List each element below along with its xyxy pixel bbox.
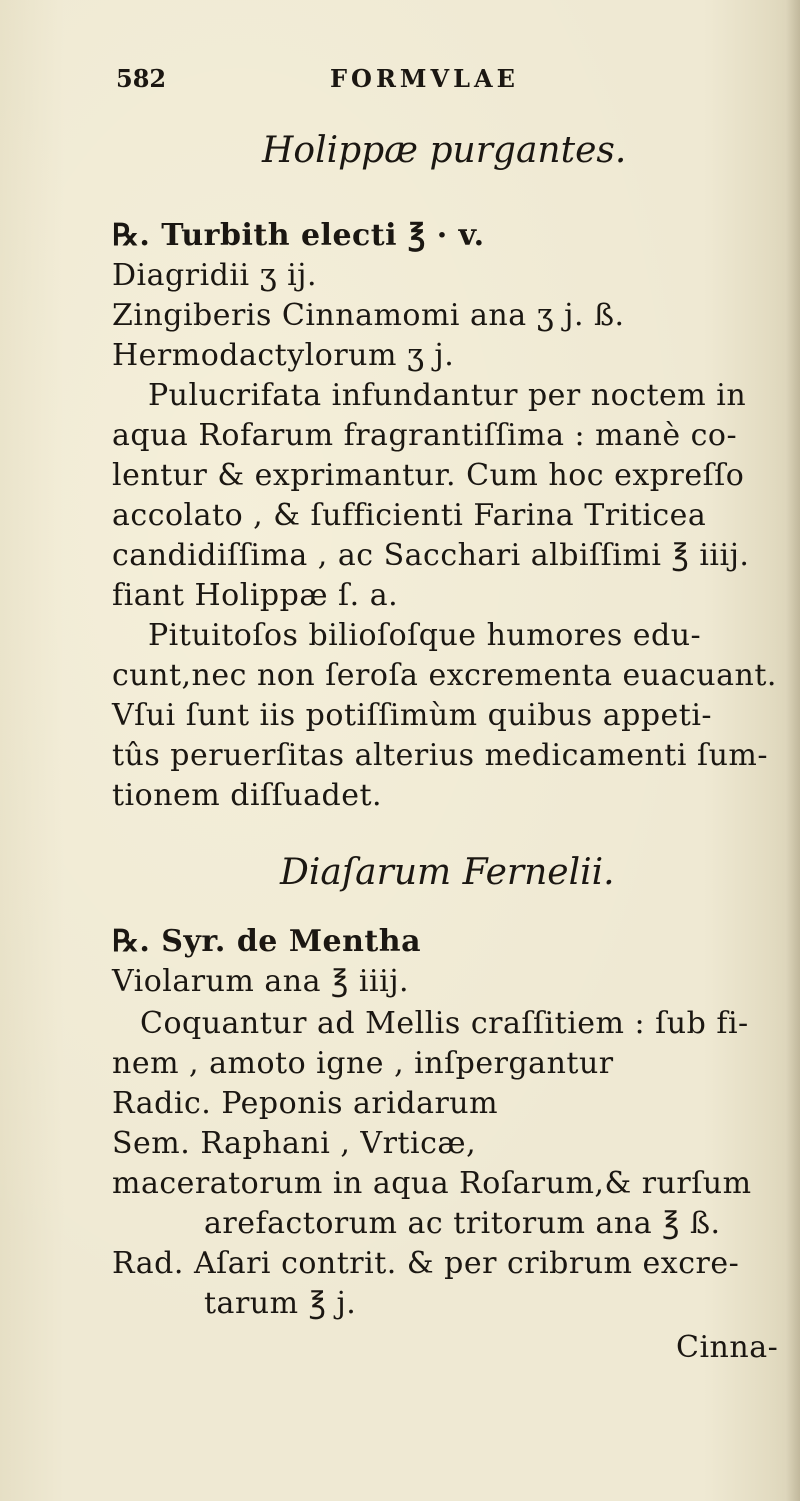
recipe-line: ℞. Syr. de Mentha <box>112 924 422 959</box>
text-line: candidiſſima , ac Sacchari albiſſimi ℥ iiij. <box>112 538 750 573</box>
section-title-holippae: Holippæ purgantes. <box>262 130 627 171</box>
text-line: accolato , & ſufficienti Farina Triticea <box>112 498 707 533</box>
recipe-line: Hermodactylorum ʒ j. <box>112 338 455 373</box>
recipe-line: Diagridii ʒ ij. <box>112 258 318 293</box>
page-edge-shadow <box>786 0 800 1501</box>
text-line: Rad. Aſari contrit. & per cribrum excre- <box>112 1246 740 1281</box>
text-line: cunt,nec non ſeroſa excrementa euacuant. <box>112 658 777 693</box>
text-line: Pituitoſos bilioſoſque humores edu- <box>148 618 702 653</box>
text-line: maceratorum in aqua Roſarum,& rurſum <box>112 1166 752 1201</box>
text-line: Vſui ſunt iis potiſſimùm quibus appeti- <box>112 698 713 733</box>
text-line: lentur & exprimantur. Cum hoc expreſſo <box>112 458 745 493</box>
text-line: nem , amoto igne , inſpergantur <box>112 1046 614 1081</box>
text-line: tionem diſſuadet. <box>112 778 383 813</box>
text-line: arefactorum ac tritorum ana ℥ ß. <box>204 1206 721 1241</box>
recipe-line: Violarum ana ℥ iiij. <box>112 964 410 999</box>
recipe-line: Zingiberis Cinnamomi ana ʒ j. ß. <box>112 298 625 333</box>
catchword: Cinna- <box>676 1330 779 1365</box>
text-line: aqua Rofarum fragrantiſſima : manè co- <box>112 418 738 453</box>
text-line: fiant Holippæ ſ. a. <box>112 578 399 613</box>
text-line: Sem. Raphani , Vrticæ, <box>112 1126 477 1161</box>
running-title: FORMVLAE <box>330 64 519 93</box>
text-line: Radic. Peponis aridarum <box>112 1086 499 1121</box>
page-number: 582 <box>116 64 167 93</box>
text-line: tarum ℥ j. <box>204 1286 357 1321</box>
recipe-line: ℞. Turbith electi ℥ · v. <box>112 218 485 253</box>
text-line: tûs peruerſitas alterius medicamenti ſum- <box>112 738 768 773</box>
text-line: Pulucrifata infundantur per noctem in <box>148 378 747 413</box>
section-title-diasarum: Diaſarum Fernelii. <box>280 852 615 893</box>
text-line: Coquantur ad Mellis craſſitiem : ſub fi- <box>140 1006 749 1041</box>
